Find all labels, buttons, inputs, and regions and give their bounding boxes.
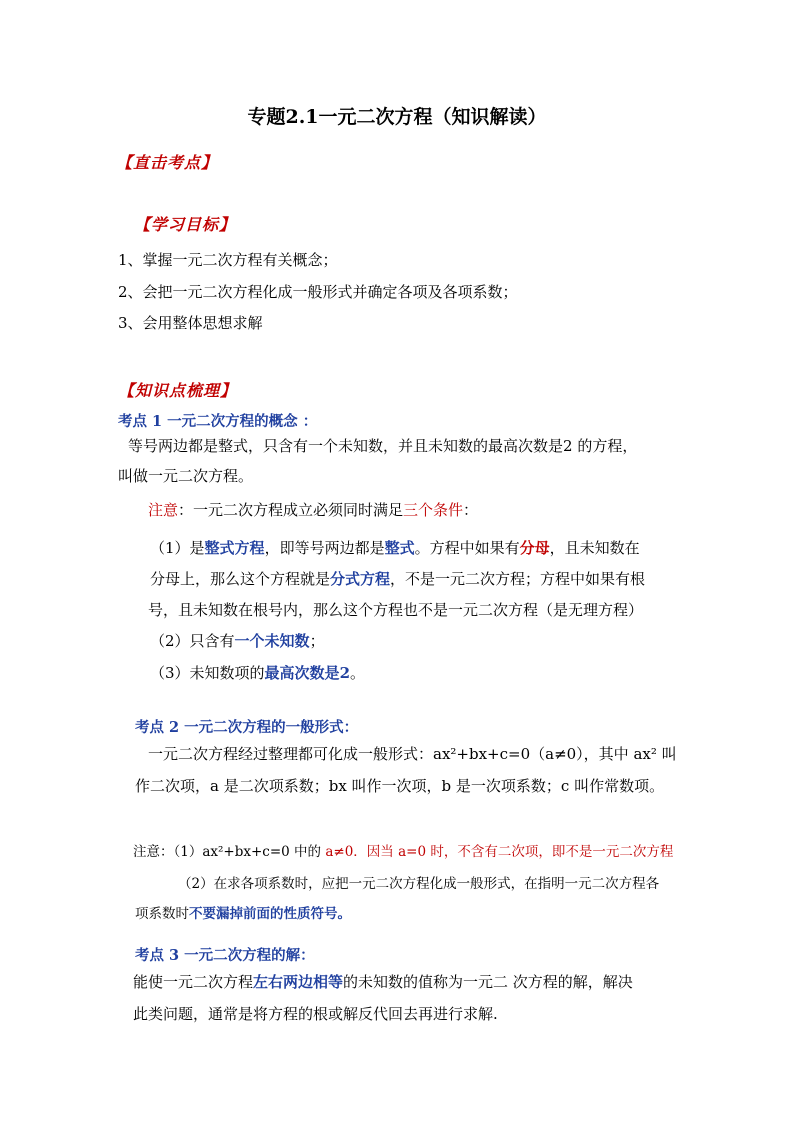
kd3-line1 [133,971,633,992]
kd2-note2: （2）在求各项系数时，应把一元二次方程化成一般形式，在指明一元二次方程各 [178,876,660,892]
c2-highlight: 一个未知数 [234,632,310,650]
condition-3 [150,662,365,683]
goal-item-3: 3、会用整体思想求解 [118,314,263,332]
c2-text-c: ； [309,632,325,650]
kd2-note3-highlight: 不要漏掉前面的性质符号。 [189,906,351,922]
c3-text-d: 。 [350,664,366,682]
kd3-title: 考点 3 一元二次方程的解： [135,947,315,964]
c3-number: 2 [339,664,350,682]
kd1-note [148,499,478,520]
kd3-highlight: 左右两边相等 [253,973,344,991]
kd2-line1: 一元二次方程经过整理都可化成一般形式：ax²+bx+c=0（a≠0），其中 ax² 叫 [148,745,677,763]
kd2-note1 [133,840,673,860]
condition-2 [150,630,325,651]
section-header-zhishi: 【知识点梳理】 [118,381,238,400]
kd1-line2: 叫做一元二次方程。 [118,467,254,485]
note-end: ： [463,501,479,519]
kd2-note3-text: 项系数时 [135,906,189,922]
kd3-text-c: 的未知数的值称为一元二 次方程的解，解决 [343,973,633,991]
section-header-xuexi: 【学习目标】 [134,215,237,234]
c1-text-c: ，即等号两边都是 [264,539,385,557]
kd1-line1: 等号两边都是整式，只含有一个未知数，并且未知数的最高次数是2 的方程， [128,437,638,455]
goal-item-2: 2、会把一元二次方程化成一般形式并确定各项及各项系数； [118,283,518,301]
c1l2-text-c: ，不是一元二次方程；方程中如果有根 [390,570,646,588]
c2-text-a: （2）只含有 [150,632,235,650]
page-title: 专题2.1一元二次方程（知识解读） [247,106,547,128]
c3-text-a: （3）未知数项的 [150,664,265,682]
condition-1-line3: 号，且未知数在根号内，那么这个方程也不是一元二次方程（是无理方程） [148,601,644,619]
kd2-line2: 作二次项，a 是二次项系数；bx 叫作一次项，b 是一次项系数；c 叫作常数项。 [135,777,665,795]
kd2-title: 考点 2 一元二次方程的一般形式： [135,719,359,736]
c1l2-highlight-b: 分式方程 [330,570,391,588]
kd1-title: 考点 1 一元二次方程的概念 ： [118,413,318,430]
kd3-line2: 此类问题，通常是将方程的根或解反代回去再进行求解. [133,1005,498,1023]
condition-1-line1 [150,537,640,558]
c3-highlight: 最高次数是 [264,664,340,682]
c1-highlight-f: 分母 [519,539,550,557]
c1l2-text-a: 分母上，那么这个方程就是 [150,570,331,588]
condition-1-line2 [150,568,645,589]
goal-item-1: 1、掌握一元二次方程有关概念； [118,251,338,269]
note-label: 注意 [148,501,179,519]
kd2-note1-text: 注意：（1）ax²+bx+c=0 中的 [133,844,326,860]
kd3-text-a: 能使一元二次方程 [133,973,254,991]
kd2-note1-highlight: a≠0．因当 a=0 时，不含有二次项，即不是一元二次方程 [325,844,674,860]
note-highlight: 三个条件 [403,501,464,519]
note-text: ：一元二次方程成立必须同时满足 [178,501,404,519]
section-header-zhiji: 【直击考点】 [116,153,219,172]
c1-highlight-d: 整式 [384,539,415,557]
c1-highlight-b: 整式方程 [204,539,265,557]
c1-text-g: ，且未知数在 [549,539,640,557]
kd2-note3 [135,902,351,922]
c1-text-a: （1）是 [150,539,205,557]
c1-text-e: 。方程中如果有 [414,539,520,557]
